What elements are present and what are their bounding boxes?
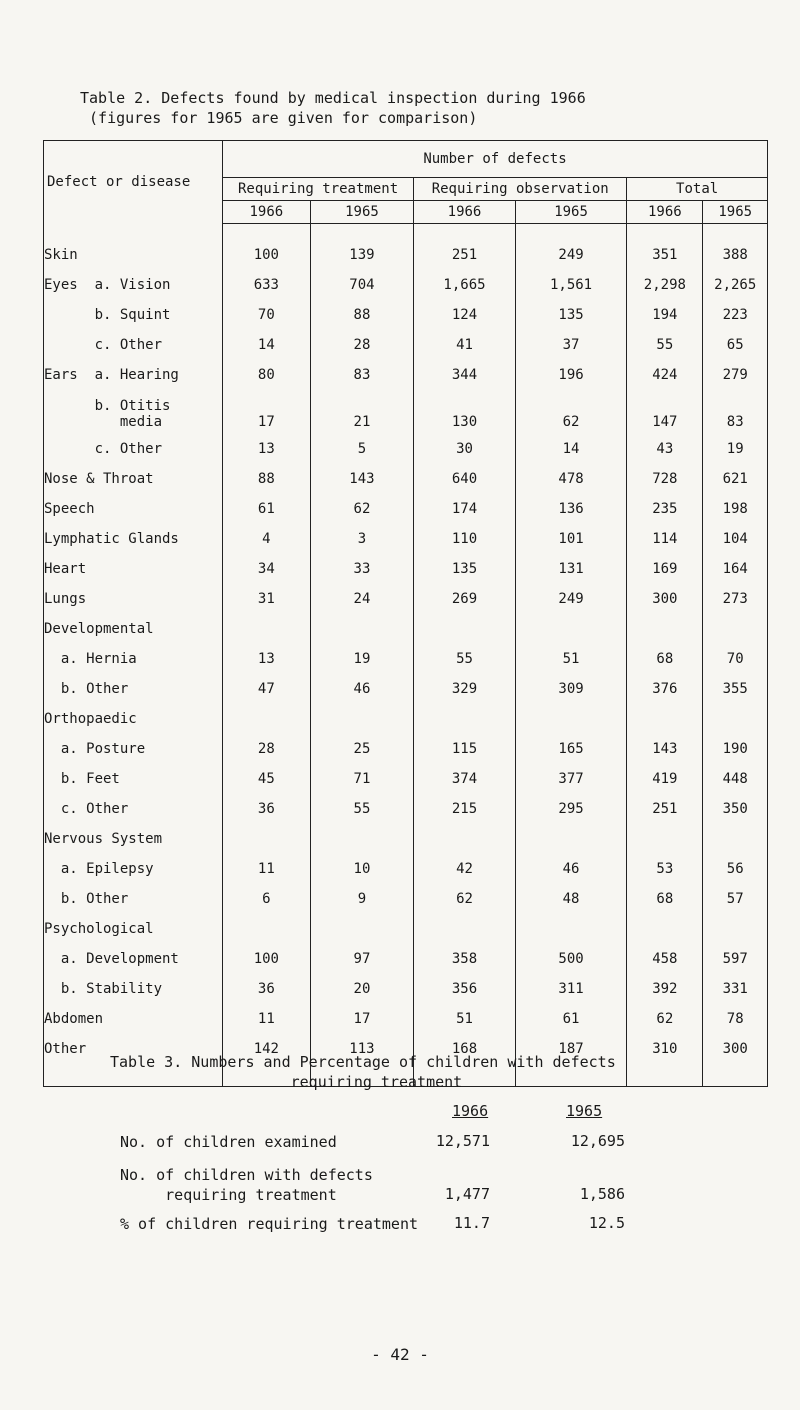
defect-count: 65 bbox=[703, 330, 768, 360]
defect-count: 28 bbox=[310, 330, 413, 360]
table-row bbox=[44, 944, 768, 974]
defect-count bbox=[414, 614, 516, 644]
defect-count: 41 bbox=[414, 330, 516, 360]
defect-count: 55 bbox=[414, 644, 516, 674]
defect-label: Developmental bbox=[44, 614, 223, 644]
defect-count: 640 bbox=[414, 464, 516, 494]
defect-count: 46 bbox=[310, 674, 413, 704]
defect-count: 249 bbox=[515, 584, 626, 614]
defect-count: 47 bbox=[222, 674, 310, 704]
defect-count: 46 bbox=[515, 854, 626, 884]
defect-count: 110 bbox=[414, 524, 516, 554]
value-1965: 12,695 bbox=[570, 1132, 625, 1150]
table2-title: Table 2. Defects found by medical inspection during 1966 (figures for 1965 are given for comparison) bbox=[80, 89, 586, 127]
defect-count bbox=[222, 824, 310, 854]
defect-count: 419 bbox=[627, 764, 703, 794]
defect-count: 80 bbox=[222, 360, 310, 390]
col-header-number: Number of defects bbox=[222, 141, 767, 178]
table-row bbox=[44, 824, 768, 854]
defect-count bbox=[222, 914, 310, 944]
defect-count bbox=[515, 824, 626, 854]
defect-count: 33 bbox=[310, 554, 413, 584]
table-row bbox=[44, 884, 768, 914]
year-header-1965: 1965 bbox=[566, 1102, 603, 1120]
table-row bbox=[44, 1004, 768, 1034]
defect-label: a. Development bbox=[44, 944, 223, 974]
defect-count bbox=[703, 614, 768, 644]
defect-count: 114 bbox=[627, 524, 703, 554]
defect-count: 351 bbox=[627, 240, 703, 270]
defect-count: 53 bbox=[627, 854, 703, 884]
defect-count: 13 bbox=[222, 434, 310, 464]
defect-count: 223 bbox=[703, 300, 768, 330]
defect-count: 130 bbox=[414, 390, 516, 434]
table-row bbox=[44, 360, 768, 390]
defect-count: 350 bbox=[703, 794, 768, 824]
defect-count: 36 bbox=[222, 794, 310, 824]
defect-label: Other bbox=[44, 1034, 223, 1064]
defect-label: b. Other bbox=[44, 674, 223, 704]
defect-count: 251 bbox=[414, 240, 516, 270]
defect-count bbox=[515, 914, 626, 944]
year-header: 1965 bbox=[515, 201, 626, 224]
defect-count bbox=[222, 614, 310, 644]
table-row bbox=[44, 794, 768, 824]
defect-count: 377 bbox=[515, 764, 626, 794]
year-header: 1965 bbox=[310, 201, 413, 224]
page-number: - 42 - bbox=[371, 1345, 429, 1364]
table-row bbox=[44, 300, 768, 330]
table-row bbox=[44, 390, 768, 434]
defect-count: 100 bbox=[222, 944, 310, 974]
defect-count: 131 bbox=[515, 554, 626, 584]
defect-count: 249 bbox=[515, 240, 626, 270]
defect-count: 62 bbox=[627, 1004, 703, 1034]
defect-count: 48 bbox=[515, 884, 626, 914]
defect-count bbox=[515, 614, 626, 644]
defect-label: Speech bbox=[44, 494, 223, 524]
defect-count: 11 bbox=[222, 1004, 310, 1034]
defect-label: a. Posture bbox=[44, 734, 223, 764]
defect-count: 6 bbox=[222, 884, 310, 914]
defect-count: 633 bbox=[222, 270, 310, 300]
col-header-treatment: Requiring treatment bbox=[222, 178, 413, 201]
defect-count: 235 bbox=[627, 494, 703, 524]
year-header: 1966 bbox=[414, 201, 516, 224]
value-1965: 1,586 bbox=[579, 1185, 625, 1203]
defect-count bbox=[703, 914, 768, 944]
defect-count: 62 bbox=[310, 494, 413, 524]
defect-count: 37 bbox=[515, 330, 626, 360]
defect-count bbox=[310, 704, 413, 734]
defect-label: Nervous System bbox=[44, 824, 223, 854]
table-row bbox=[44, 614, 768, 644]
value-1966: 11.7 bbox=[453, 1214, 490, 1232]
defect-count: 83 bbox=[310, 360, 413, 390]
value-1966: 12,571 bbox=[435, 1132, 490, 1150]
defect-count bbox=[515, 704, 626, 734]
defect-count: 458 bbox=[627, 944, 703, 974]
defect-label: c. Other bbox=[44, 330, 223, 360]
defect-count: 68 bbox=[627, 644, 703, 674]
defect-count: 28 bbox=[222, 734, 310, 764]
row-label: No. of children with defects requiring treatment bbox=[120, 1166, 373, 1204]
defect-label: c. Other bbox=[44, 434, 223, 464]
defect-count: 24 bbox=[310, 584, 413, 614]
defect-count: 143 bbox=[310, 464, 413, 494]
defects-table bbox=[43, 140, 768, 1087]
defect-count: 115 bbox=[414, 734, 516, 764]
table-row bbox=[44, 464, 768, 494]
defect-count: 42 bbox=[414, 854, 516, 884]
defect-label: Heart bbox=[44, 554, 223, 584]
defect-count: 68 bbox=[627, 884, 703, 914]
defect-count: 5 bbox=[310, 434, 413, 464]
defect-count bbox=[310, 824, 413, 854]
defect-count: 190 bbox=[703, 734, 768, 764]
table-row bbox=[44, 330, 768, 360]
defect-count: 1,665 bbox=[414, 270, 516, 300]
defect-count: 448 bbox=[703, 764, 768, 794]
defect-count: 56 bbox=[703, 854, 768, 884]
defect-count bbox=[414, 704, 516, 734]
defect-count bbox=[627, 914, 703, 944]
defect-count: 300 bbox=[703, 1034, 768, 1064]
defect-count bbox=[414, 914, 516, 944]
defect-count: 194 bbox=[627, 300, 703, 330]
table-row bbox=[44, 764, 768, 794]
defect-label: Skin bbox=[44, 240, 223, 270]
defect-label: Abdomen bbox=[44, 1004, 223, 1034]
table-row bbox=[44, 854, 768, 884]
defect-label: b. Otitis media bbox=[44, 390, 223, 434]
defect-count: 135 bbox=[414, 554, 516, 584]
defect-count: 597 bbox=[703, 944, 768, 974]
table-row bbox=[44, 584, 768, 614]
defect-count: 388 bbox=[703, 240, 768, 270]
table-row bbox=[44, 914, 768, 944]
defect-count: 273 bbox=[703, 584, 768, 614]
defect-count: 55 bbox=[310, 794, 413, 824]
defect-count: 62 bbox=[414, 884, 516, 914]
table3-title: Table 3. Numbers and Percentage of children with defects requiring treatment bbox=[110, 1053, 616, 1091]
defect-label: Psychological bbox=[44, 914, 223, 944]
defect-label: Lymphatic Glands bbox=[44, 524, 223, 554]
defect-label: Nose & Throat bbox=[44, 464, 223, 494]
defect-count: 14 bbox=[222, 330, 310, 360]
defect-count: 21 bbox=[310, 390, 413, 434]
defect-count: 31 bbox=[222, 584, 310, 614]
defect-count: 17 bbox=[310, 1004, 413, 1034]
defect-count: 139 bbox=[310, 240, 413, 270]
defect-count: 97 bbox=[310, 944, 413, 974]
defect-count bbox=[627, 614, 703, 644]
defect-count: 45 bbox=[222, 764, 310, 794]
defect-count: 88 bbox=[310, 300, 413, 330]
defect-count: 269 bbox=[414, 584, 516, 614]
defect-count bbox=[703, 704, 768, 734]
defect-count bbox=[627, 824, 703, 854]
defect-count: 295 bbox=[515, 794, 626, 824]
defect-count bbox=[310, 914, 413, 944]
defect-count: 187 bbox=[515, 1034, 626, 1064]
defect-count: 376 bbox=[627, 674, 703, 704]
defect-label: b. Stability bbox=[44, 974, 223, 1004]
defect-count: 215 bbox=[414, 794, 516, 824]
defect-count: 61 bbox=[222, 494, 310, 524]
defect-count: 4 bbox=[222, 524, 310, 554]
table-row bbox=[44, 554, 768, 584]
defect-count: 3 bbox=[310, 524, 413, 554]
defect-count: 311 bbox=[515, 974, 626, 1004]
defect-count: 57 bbox=[703, 884, 768, 914]
defect-count: 331 bbox=[703, 974, 768, 1004]
defect-count: 71 bbox=[310, 764, 413, 794]
defect-count: 101 bbox=[515, 524, 626, 554]
defect-count: 62 bbox=[515, 390, 626, 434]
defect-count: 344 bbox=[414, 360, 516, 390]
defect-count: 2,298 bbox=[627, 270, 703, 300]
table-row bbox=[44, 494, 768, 524]
value-1966: 1,477 bbox=[444, 1185, 490, 1203]
year-header: 1966 bbox=[627, 201, 703, 224]
table-row bbox=[44, 270, 768, 300]
defect-count: 136 bbox=[515, 494, 626, 524]
defect-count: 358 bbox=[414, 944, 516, 974]
defect-label: Ears a. Hearing bbox=[44, 360, 223, 390]
defect-count: 135 bbox=[515, 300, 626, 330]
col-header-total: Total bbox=[627, 178, 768, 201]
defect-label: c. Other bbox=[44, 794, 223, 824]
defect-count: 51 bbox=[414, 1004, 516, 1034]
year-header: 1965 bbox=[703, 201, 768, 224]
defect-count: 88 bbox=[222, 464, 310, 494]
defect-count: 11 bbox=[222, 854, 310, 884]
defect-count: 30 bbox=[414, 434, 516, 464]
defect-count bbox=[222, 704, 310, 734]
value-1965: 12.5 bbox=[588, 1214, 625, 1232]
defect-label: b. Other bbox=[44, 884, 223, 914]
defect-count: 78 bbox=[703, 1004, 768, 1034]
defect-count: 356 bbox=[414, 974, 516, 1004]
defect-count: 329 bbox=[414, 674, 516, 704]
defect-count: 143 bbox=[627, 734, 703, 764]
table-row bbox=[44, 240, 768, 270]
defect-count: 355 bbox=[703, 674, 768, 704]
defect-count: 424 bbox=[627, 360, 703, 390]
defect-count: 310 bbox=[627, 1034, 703, 1064]
defect-count: 36 bbox=[222, 974, 310, 1004]
year-header-1966: 1966 bbox=[452, 1102, 489, 1120]
defect-count: 13 bbox=[222, 644, 310, 674]
defect-count: 198 bbox=[703, 494, 768, 524]
row-label: No. of children examined bbox=[120, 1133, 337, 1151]
table-row bbox=[44, 434, 768, 464]
col-header-defect: Defect or disease bbox=[44, 141, 223, 224]
defect-count: 168 bbox=[414, 1034, 516, 1064]
defect-label: Orthopaedic bbox=[44, 704, 223, 734]
defect-count: 25 bbox=[310, 734, 413, 764]
table-row bbox=[44, 524, 768, 554]
defect-count: 300 bbox=[627, 584, 703, 614]
defect-label: a. Epilepsy bbox=[44, 854, 223, 884]
defect-count: 43 bbox=[627, 434, 703, 464]
defect-count: 124 bbox=[414, 300, 516, 330]
table-row bbox=[44, 974, 768, 1004]
table-row bbox=[44, 734, 768, 764]
defect-count: 51 bbox=[515, 644, 626, 674]
defect-count bbox=[414, 824, 516, 854]
defect-count bbox=[627, 704, 703, 734]
defect-count: 9 bbox=[310, 884, 413, 914]
defect-count: 147 bbox=[627, 390, 703, 434]
defect-count bbox=[310, 614, 413, 644]
defect-count: 392 bbox=[627, 974, 703, 1004]
defect-label: Eyes a. Vision bbox=[44, 270, 223, 300]
table-row bbox=[44, 704, 768, 734]
defect-count: 34 bbox=[222, 554, 310, 584]
defect-count: 2,265 bbox=[703, 270, 768, 300]
defect-count: 728 bbox=[627, 464, 703, 494]
defect-count: 309 bbox=[515, 674, 626, 704]
defect-count: 374 bbox=[414, 764, 516, 794]
defect-count: 704 bbox=[310, 270, 413, 300]
defect-count: 164 bbox=[703, 554, 768, 584]
defect-count: 10 bbox=[310, 854, 413, 884]
col-header-observation: Requiring observation bbox=[414, 178, 627, 201]
defect-count: 621 bbox=[703, 464, 768, 494]
defect-count: 1,561 bbox=[515, 270, 626, 300]
defect-count: 142 bbox=[222, 1034, 310, 1064]
defect-count: 70 bbox=[703, 644, 768, 674]
defect-count: 61 bbox=[515, 1004, 626, 1034]
defect-label: Lungs bbox=[44, 584, 223, 614]
year-header: 1966 bbox=[222, 201, 310, 224]
defect-count: 19 bbox=[310, 644, 413, 674]
defect-count: 20 bbox=[310, 974, 413, 1004]
defect-count: 165 bbox=[515, 734, 626, 764]
defect-label: b. Squint bbox=[44, 300, 223, 330]
table-row bbox=[44, 674, 768, 704]
defect-count bbox=[703, 824, 768, 854]
row-label: % of children requiring treatment bbox=[120, 1215, 419, 1233]
defect-count: 17 bbox=[222, 390, 310, 434]
defect-count: 174 bbox=[414, 494, 516, 524]
defect-count: 14 bbox=[515, 434, 626, 464]
defect-count: 478 bbox=[515, 464, 626, 494]
defect-count: 251 bbox=[627, 794, 703, 824]
defect-count: 104 bbox=[703, 524, 768, 554]
defect-count: 500 bbox=[515, 944, 626, 974]
defect-count: 55 bbox=[627, 330, 703, 360]
defect-label: a. Hernia bbox=[44, 644, 223, 674]
defect-count: 196 bbox=[515, 360, 626, 390]
defect-label: b. Feet bbox=[44, 764, 223, 794]
defect-count: 19 bbox=[703, 434, 768, 464]
defect-count: 70 bbox=[222, 300, 310, 330]
defect-count: 113 bbox=[310, 1034, 413, 1064]
defect-count: 83 bbox=[703, 390, 768, 434]
defect-count: 279 bbox=[703, 360, 768, 390]
table-row bbox=[44, 644, 768, 674]
defect-count: 169 bbox=[627, 554, 703, 584]
defect-count: 100 bbox=[222, 240, 310, 270]
